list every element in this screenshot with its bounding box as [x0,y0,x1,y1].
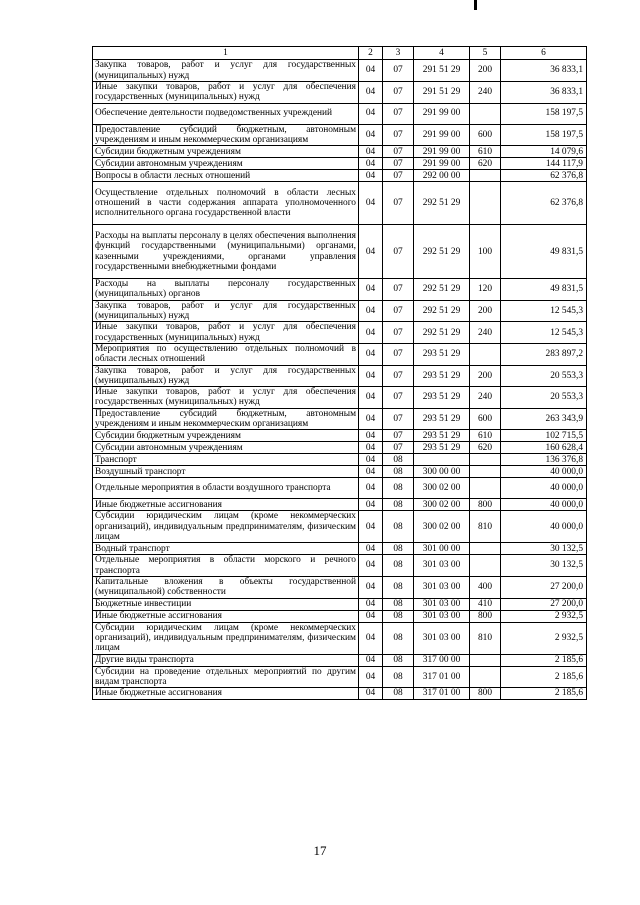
table-row [93,666,587,688]
row-subsection-cell: 08 [383,688,414,700]
row-name-cell: Закупка товаров, работ и услуг для государственных (муниципальных) нужд [93,365,359,387]
row-target-article-cell: 291 99 00 [414,103,470,124]
col-header: 2 [359,47,383,60]
row-name-cell: Иные закупки товаров, работ и услуг для обеспечения государственных (муниципальных) нужд [93,387,359,409]
row-target-article-cell [414,454,470,466]
row-subsection-cell: 07 [383,343,414,365]
table-row [93,343,587,365]
col-header: 4 [414,47,470,60]
table-row [93,466,587,478]
row-name-cell: Предоставление субсидий бюджетным, автономным учреждениям и иным некоммерческим организациям [93,408,359,430]
row-target-article-cell: 293 51 29 [414,442,470,454]
row-name-cell: Водный транспорт [93,543,359,555]
row-name-cell: Субсидии юридическим лицам (кроме некоммерческих организаций), индивидуальным предпринимателям, физическим лицам [93,511,359,543]
row-name-cell: Расходы на выплаты персоналу в целях обеспечения выполнения функций государственными (муниципальными) органами, казенными учреждениями, органами управления государственными внебюджетными фондами [93,225,359,279]
row-target-article-cell: 301 03 00 [414,610,470,622]
row-subsection-cell: 08 [383,555,414,577]
row-target-article-cell: 317 01 00 [414,666,470,688]
row-section-cell: 04 [359,124,383,146]
row-target-article-cell: 301 03 00 [414,622,470,654]
row-section-cell: 04 [359,146,383,158]
row-target-article-cell: 292 51 29 [414,182,470,225]
row-target-article-cell: 300 02 00 [414,511,470,543]
row-section-cell: 04 [359,555,383,577]
row-subsection-cell: 08 [383,598,414,610]
row-name-cell: Субсидии бюджетным учреждениям [93,146,359,158]
row-expense-type-cell: 200 [470,300,501,322]
row-subsection-cell: 07 [383,60,414,82]
row-amount-cell: 102 715,5 [501,430,587,442]
table-row [93,688,587,700]
row-subsection-cell: 08 [383,576,414,598]
row-expense-type-cell [470,466,501,478]
row-subsection-cell: 07 [383,124,414,146]
row-target-article-cell: 291 51 29 [414,60,470,82]
table-row [93,408,587,430]
col-header: 5 [470,47,501,60]
row-subsection-cell: 07 [383,430,414,442]
row-target-article-cell: 301 00 00 [414,543,470,555]
row-amount-cell: 20 553,3 [501,387,587,409]
row-target-article-cell: 317 00 00 [414,654,470,666]
row-expense-type-cell: 620 [470,442,501,454]
row-expense-type-cell: 600 [470,408,501,430]
row-amount-cell: 20 553,3 [501,365,587,387]
row-subsection-cell: 08 [383,654,414,666]
row-name-cell: Иные бюджетные ассигнования [93,610,359,622]
table-row [93,543,587,555]
row-target-article-cell: 300 00 00 [414,466,470,478]
row-subsection-cell: 07 [383,365,414,387]
row-amount-cell: 36 833,1 [501,82,587,104]
row-amount-cell: 40 000,0 [501,478,587,499]
row-section-cell: 04 [359,103,383,124]
row-amount-cell: 2 932,5 [501,610,587,622]
table-row [93,511,587,543]
row-subsection-cell: 07 [383,82,414,104]
row-subsection-cell: 08 [383,466,414,478]
row-expense-type-cell [470,543,501,555]
row-section-cell: 04 [359,322,383,344]
row-name-cell: Субсидии на проведение отдельных мероприятий по другим видам транспорта [93,666,359,688]
row-amount-cell: 136 376,8 [501,454,587,466]
row-name-cell: Отдельные мероприятия в области морского и речного транспорта [93,555,359,577]
row-section-cell: 04 [359,158,383,170]
table-row [93,576,587,598]
row-section-cell: 04 [359,182,383,225]
row-expense-type-cell [470,666,501,688]
row-subsection-cell: 08 [383,543,414,555]
row-name-cell: Иные закупки товаров, работ и услуг для обеспечения государственных (муниципальных) нужд [93,322,359,344]
table-row [93,182,587,225]
row-name-cell: Транспорт [93,454,359,466]
row-target-article-cell: 291 51 29 [414,82,470,104]
row-name-cell: Закупка товаров, работ и услуг для государственных (муниципальных) нужд [93,300,359,322]
row-name-cell: Расходы на выплаты персоналу государственных (муниципальных) органов [93,279,359,301]
row-subsection-cell: 07 [383,387,414,409]
table-row [93,499,587,511]
header-row [93,47,587,60]
row-name-cell: Бюджетные инвестиции [93,598,359,610]
row-target-article-cell: 300 02 00 [414,499,470,511]
row-amount-cell: 30 132,5 [501,543,587,555]
row-target-article-cell: 300 02 00 [414,478,470,499]
row-section-cell: 04 [359,225,383,279]
row-name-cell: Обеспечение деятельности подведомственных учреждений [93,103,359,124]
row-target-article-cell: 301 03 00 [414,598,470,610]
table-row [93,610,587,622]
table-row [93,555,587,577]
row-subsection-cell: 08 [383,666,414,688]
table-row [93,170,587,182]
row-section-cell: 04 [359,688,383,700]
table-row [93,442,587,454]
row-name-cell: Субсидии автономным учреждениям [93,442,359,454]
table-row [93,365,587,387]
row-amount-cell: 27 200,0 [501,598,587,610]
row-target-article-cell: 301 03 00 [414,555,470,577]
row-expense-type-cell [470,103,501,124]
row-target-article-cell: 291 99 00 [414,124,470,146]
table-row [93,146,587,158]
row-target-article-cell: 291 99 00 [414,146,470,158]
row-target-article-cell: 292 51 29 [414,300,470,322]
row-subsection-cell: 07 [383,103,414,124]
row-expense-type-cell: 240 [470,387,501,409]
table-row [93,300,587,322]
row-amount-cell: 12 545,3 [501,322,587,344]
row-target-article-cell: 317 01 00 [414,688,470,700]
row-subsection-cell: 07 [383,182,414,225]
row-expense-type-cell: 600 [470,124,501,146]
row-expense-type-cell: 610 [470,146,501,158]
table-row [93,478,587,499]
row-section-cell: 04 [359,478,383,499]
row-amount-cell: 14 079,6 [501,146,587,158]
row-amount-cell: 49 831,5 [501,225,587,279]
row-amount-cell: 27 200,0 [501,576,587,598]
row-expense-type-cell: 810 [470,622,501,654]
row-target-article-cell: 292 00 00 [414,170,470,182]
row-section-cell: 04 [359,430,383,442]
row-amount-cell: 158 197,5 [501,124,587,146]
row-name-cell: Субсидии автономным учреждениям [93,158,359,170]
row-amount-cell: 2 932,5 [501,622,587,654]
row-section-cell: 04 [359,543,383,555]
col-header: 1 [93,47,359,60]
row-section-cell: 04 [359,300,383,322]
row-section-cell: 04 [359,387,383,409]
table-row [93,622,587,654]
row-section-cell: 04 [359,454,383,466]
row-subsection-cell: 07 [383,442,414,454]
row-name-cell: Иные закупки товаров, работ и услуг для обеспечения государственных (муниципальных) нужд [93,82,359,104]
row-expense-type-cell [470,454,501,466]
row-name-cell: Закупка товаров, работ и услуг для государственных (муниципальных) нужд [93,60,359,82]
row-expense-type-cell [470,343,501,365]
row-section-cell: 04 [359,466,383,478]
row-amount-cell: 160 628,4 [501,442,587,454]
row-section-cell: 04 [359,576,383,598]
row-name-cell: Мероприятия по осуществлению отдельных полномочий в области лесных отношений [93,343,359,365]
row-section-cell: 04 [359,511,383,543]
row-expense-type-cell: 240 [470,82,501,104]
row-subsection-cell: 07 [383,300,414,322]
row-name-cell: Воздушный транспорт [93,466,359,478]
row-name-cell: Отдельные мероприятия в области воздушного транспорта [93,478,359,499]
row-expense-type-cell: 400 [470,576,501,598]
row-expense-type-cell: 800 [470,688,501,700]
col-header: 6 [501,47,587,60]
table-row [93,225,587,279]
table-row [93,454,587,466]
row-subsection-cell: 08 [383,511,414,543]
row-subsection-cell: 08 [383,622,414,654]
row-subsection-cell: 07 [383,170,414,182]
table-row [93,158,587,170]
row-section-cell: 04 [359,365,383,387]
row-name-cell: Субсидии юридическим лицам (кроме некоммерческих организаций), индивидуальным предпринимателям, физическим лицам [93,622,359,654]
page-number: 17 [313,843,327,858]
row-subsection-cell: 07 [383,322,414,344]
row-expense-type-cell: 200 [470,365,501,387]
row-amount-cell: 30 132,5 [501,555,587,577]
row-subsection-cell: 08 [383,478,414,499]
row-section-cell: 04 [359,598,383,610]
row-expense-type-cell [470,555,501,577]
row-amount-cell: 40 000,0 [501,499,587,511]
table-row [93,322,587,344]
row-expense-type-cell: 120 [470,279,501,301]
table-row [93,430,587,442]
row-target-article-cell: 292 51 29 [414,225,470,279]
row-amount-cell: 263 343,9 [501,408,587,430]
row-expense-type-cell: 810 [470,511,501,543]
row-target-article-cell: 291 99 00 [414,158,470,170]
row-name-cell: Предоставление субсидий бюджетным, автономным учреждениям и иным некоммерческим организациям [93,124,359,146]
table-row [93,387,587,409]
row-expense-type-cell: 410 [470,598,501,610]
row-section-cell: 04 [359,442,383,454]
row-section-cell: 04 [359,343,383,365]
row-amount-cell: 158 197,5 [501,103,587,124]
row-subsection-cell: 07 [383,158,414,170]
row-name-cell: Капитальные вложения в объекты государственной (муниципальной) собственности [93,576,359,598]
top-mark [474,0,477,10]
row-section-cell: 04 [359,610,383,622]
row-name-cell: Осуществление отдельных полномочий в области лесных отношений в части содержания аппарата уполномоченного исполнительного органа государственной власти [93,182,359,225]
table-row [93,60,587,82]
table-row [93,82,587,104]
row-section-cell: 04 [359,82,383,104]
row-amount-cell: 2 185,6 [501,688,587,700]
row-name-cell: Иные бюджетные ассигнования [93,688,359,700]
table-row [93,103,587,124]
budget-table [92,46,587,700]
row-section-cell: 04 [359,666,383,688]
table-row [93,124,587,146]
row-section-cell: 04 [359,408,383,430]
row-amount-cell: 62 376,8 [501,182,587,225]
row-expense-type-cell: 200 [470,60,501,82]
row-target-article-cell: 301 03 00 [414,576,470,598]
row-section-cell: 04 [359,170,383,182]
row-amount-cell: 62 376,8 [501,170,587,182]
table-row [93,654,587,666]
row-section-cell: 04 [359,60,383,82]
row-subsection-cell: 07 [383,225,414,279]
row-expense-type-cell: 800 [470,610,501,622]
row-section-cell: 04 [359,654,383,666]
row-target-article-cell: 293 51 29 [414,387,470,409]
row-section-cell: 04 [359,622,383,654]
row-amount-cell: 2 185,6 [501,654,587,666]
row-subsection-cell: 07 [383,146,414,158]
row-subsection-cell: 08 [383,610,414,622]
row-expense-type-cell: 100 [470,225,501,279]
row-name-cell: Субсидии бюджетным учреждениям [93,430,359,442]
row-expense-type-cell [470,182,501,225]
row-expense-type-cell: 240 [470,322,501,344]
row-expense-type-cell [470,654,501,666]
row-name-cell: Иные бюджетные ассигнования [93,499,359,511]
row-amount-cell: 36 833,1 [501,60,587,82]
row-amount-cell: 2 185,6 [501,666,587,688]
row-subsection-cell: 07 [383,408,414,430]
row-target-article-cell: 292 51 29 [414,279,470,301]
row-subsection-cell: 08 [383,454,414,466]
row-expense-type-cell: 610 [470,430,501,442]
row-target-article-cell: 293 51 29 [414,430,470,442]
table-row [93,279,587,301]
row-name-cell: Другие виды транспорта [93,654,359,666]
row-amount-cell: 283 897,2 [501,343,587,365]
row-section-cell: 04 [359,499,383,511]
row-section-cell: 04 [359,279,383,301]
row-expense-type-cell: 800 [470,499,501,511]
table-row [93,598,587,610]
col-header: 3 [383,47,414,60]
row-target-article-cell: 292 51 29 [414,322,470,344]
row-subsection-cell: 08 [383,499,414,511]
row-expense-type-cell: 620 [470,158,501,170]
row-target-article-cell: 293 51 29 [414,343,470,365]
row-expense-type-cell [470,170,501,182]
row-amount-cell: 40 000,0 [501,511,587,543]
row-amount-cell: 40 000,0 [501,466,587,478]
row-target-article-cell: 293 51 29 [414,408,470,430]
row-expense-type-cell [470,478,501,499]
row-target-article-cell: 293 51 29 [414,365,470,387]
row-amount-cell: 144 117,9 [501,158,587,170]
row-name-cell: Вопросы в области лесных отношений [93,170,359,182]
row-amount-cell: 12 545,3 [501,300,587,322]
row-subsection-cell: 07 [383,279,414,301]
row-amount-cell: 49 831,5 [501,279,587,301]
